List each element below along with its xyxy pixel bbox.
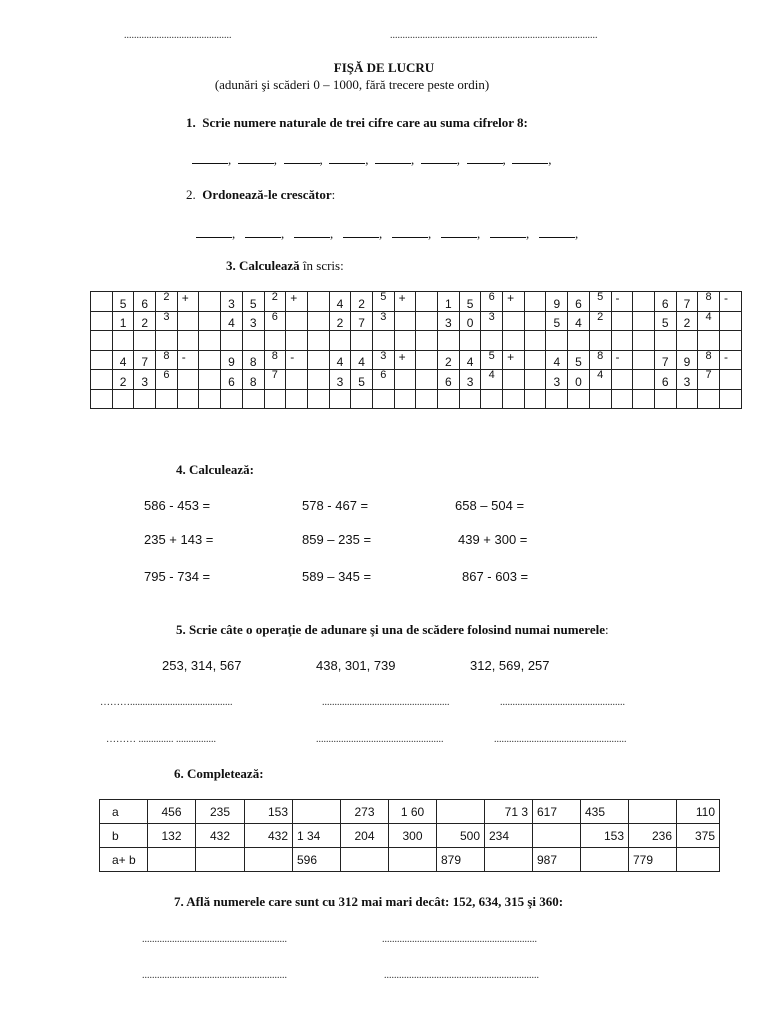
grid-cell[interactable] [633,389,655,409]
grid-cell: 5 [568,350,590,370]
ex4-item: 578 - 467 = [302,498,369,513]
answer-line[interactable]: .......................................................... [142,934,287,945]
grid-cell: 7 [134,350,156,370]
table-cell[interactable] [677,848,720,872]
exercise-3-number: 3. [226,258,236,273]
grid-cell: 4 [459,350,481,370]
grid-cell[interactable] [91,389,113,409]
grid-cell[interactable] [351,389,373,409]
grid-cell[interactable] [633,311,655,331]
grid-cell[interactable] [611,389,633,409]
grid-cell: + [177,292,199,312]
grid-cell: 8 [242,370,264,390]
table-cell[interactable] [196,848,245,872]
grid-cell[interactable] [307,311,329,331]
grid-cell: 4 [329,292,351,312]
grid-cell[interactable] [654,389,676,409]
grid-cell: 5 [112,292,134,312]
ex4-item: 586 - 453 = [144,498,211,513]
grid-cell[interactable] [719,311,741,331]
grid-cell: 5 [351,370,373,390]
row-label: a [100,800,148,824]
grid-cell[interactable] [199,331,221,351]
answer-line[interactable]: .............................................................. [382,934,537,945]
grid-row [91,331,742,351]
grid-cell[interactable] [568,331,590,351]
grid-cell[interactable] [589,389,611,409]
grid-cell: 4 [481,370,503,390]
table-cell: 153 [245,800,293,824]
grid-cell: 6 [156,370,178,390]
grid-cell[interactable] [481,331,503,351]
exercise-7-heading: 7. Află numerele care sunt cu 312 mai mari decât: 152, 634, 315 şi 360: [174,894,564,909]
grid-cell[interactable] [242,331,264,351]
table-cell: 456 [148,800,196,824]
grid-cell[interactable] [524,370,546,390]
grid-cell[interactable] [503,311,525,331]
grid-row [91,389,742,409]
grid-cell[interactable] [329,331,351,351]
grid-cell: 5 [546,311,568,331]
grid-cell[interactable] [372,331,394,351]
grid-cell[interactable] [676,389,698,409]
grid-cell[interactable] [199,370,221,390]
grid-cell: 3 [676,370,698,390]
grid-cell: + [286,292,308,312]
grid-cell[interactable] [91,292,113,312]
grid-cell[interactable] [199,389,221,409]
answer-line[interactable]: .............................................................. [384,970,539,981]
grid-cell: 2 [589,311,611,331]
grid-cell: 9 [546,292,568,312]
grid-cell[interactable] [91,331,113,351]
grid-cell[interactable] [199,350,221,370]
grid-cell: 7 [676,292,698,312]
grid-row [91,350,742,370]
grid-cell: 5 [589,292,611,312]
grid-cell[interactable] [394,311,416,331]
grid-cell: - [177,350,199,370]
grid-cell: 4 [589,370,611,390]
grid-cell[interactable] [416,292,438,312]
grid-cell: 7 [264,370,286,390]
grid-cell: - [611,292,633,312]
table-cell: 110 [677,800,720,824]
grid-cell: 3 [221,292,243,312]
grid-cell[interactable] [177,311,199,331]
grid-cell[interactable] [654,331,676,351]
table-cell: 1 60 [389,800,437,824]
exercise-6-heading: 6. Completează: [174,766,264,781]
grid-cell: 8 [589,350,611,370]
grid-cell: 4 [112,350,134,370]
table-cell: 236 [629,824,677,848]
number-set: 312, 569, 257 [470,658,550,673]
grid-cell[interactable] [524,292,546,312]
grid-cell[interactable] [394,331,416,351]
grid-cell: 0 [568,370,590,390]
exercise-1-number: 1. [186,115,196,130]
grid-cell[interactable] [372,389,394,409]
grid-cell: 5 [654,311,676,331]
grid-cell: 6 [264,311,286,331]
table-cell: 375 [677,824,720,848]
calculation-grid[interactable] [90,291,742,409]
grid-cell[interactable] [351,331,373,351]
grid-cell: 1 [112,311,134,331]
grid-row [91,311,742,331]
grid-cell[interactable] [177,389,199,409]
grid-cell[interactable] [156,389,178,409]
grid-cell: 2 [351,292,373,312]
table-cell: 617 [533,800,581,824]
table-cell: 300 [389,824,437,848]
grid-row [91,292,742,312]
grid-cell[interactable] [524,311,546,331]
grid-cell[interactable] [611,331,633,351]
grid-cell: + [503,292,525,312]
grid-cell: 3 [546,370,568,390]
grid-cell[interactable] [199,311,221,331]
row-b [100,824,720,848]
grid-cell[interactable] [416,350,438,370]
grid-cell[interactable] [307,389,329,409]
grid-cell[interactable] [633,370,655,390]
grid-cell: 2 [112,370,134,390]
grid-cell: - [286,350,308,370]
exercise-2-number: 2. [186,187,196,202]
grid-cell[interactable] [481,389,503,409]
grid-cell[interactable] [394,389,416,409]
answer-line[interactable]: ................................................... [322,697,450,708]
grid-cell[interactable] [589,331,611,351]
grid-cell: + [394,350,416,370]
ex4-item: 235 + 143 = [144,532,214,547]
grid-cell[interactable] [394,370,416,390]
grid-cell[interactable] [503,389,525,409]
answer-line[interactable]: .................................................. [500,697,625,708]
grid-cell[interactable] [112,389,134,409]
grid-cell: 9 [676,350,698,370]
grid-cell[interactable] [568,389,590,409]
table-cell: 779 [629,848,677,872]
grid-cell: 3 [134,370,156,390]
grid-cell[interactable] [307,331,329,351]
grid-cell: 4 [221,311,243,331]
grid-cell[interactable] [264,331,286,351]
grid-cell: 5 [459,292,481,312]
grid-cell[interactable] [199,292,221,312]
grid-cell[interactable] [546,331,568,351]
ex4-item: 589 – 345 = [302,569,372,584]
grid-cell[interactable] [676,331,698,351]
grid-cell: 7 [654,350,676,370]
table-cell[interactable] [629,800,677,824]
grid-cell: + [503,350,525,370]
exercise-3-rest: în scris: [299,258,344,273]
grid-cell[interactable] [286,370,308,390]
exercise-1-text: Scrie numere naturale de trei cifre care au suma cifrelor 8: [202,115,528,130]
grid-cell: - [719,350,741,370]
grid-cell: 9 [221,350,243,370]
grid-cell: 0 [459,311,481,331]
grid-cell[interactable] [438,389,460,409]
exercise-3-bold: Calculează [239,258,300,273]
grid-cell: 3 [329,370,351,390]
name-dotted-line: ........................................... [124,30,232,41]
row-label: b [100,824,148,848]
grid-cell[interactable] [719,389,741,409]
grid-cell: 2 [329,311,351,331]
grid-cell[interactable] [611,311,633,331]
grid-cell: - [719,292,741,312]
grid-cell: 6 [221,370,243,390]
table-cell: 500 [437,824,485,848]
grid-cell: 8 [264,350,286,370]
table-cell[interactable] [148,848,196,872]
exercise-3-heading [226,258,344,274]
table-cell[interactable] [533,824,581,848]
row-label: a+ b [100,848,148,872]
grid-cell: 8 [156,350,178,370]
grid-cell: 1 [438,292,460,312]
grid-cell[interactable] [221,389,243,409]
grid-cell[interactable] [546,389,568,409]
grid-cell: 5 [242,292,264,312]
exercise-1-heading [186,115,528,131]
row-a [100,800,720,824]
grid-cell[interactable] [633,292,655,312]
grid-cell: 2 [156,292,178,312]
ex4-item: 859 – 235 = [302,532,372,547]
table-cell[interactable] [437,800,485,824]
table-cell: 273 [341,800,389,824]
grid-cell[interactable] [633,350,655,370]
grid-cell[interactable] [524,389,546,409]
exercise-2-answer-blanks[interactable]: , , , , , , , , [196,226,578,242]
page-subtitle: (adunări şi scăderi 0 – 1000, fără trecere peste ordin) [214,77,490,92]
grid-cell: 2 [134,311,156,331]
grid-cell[interactable] [524,331,546,351]
answer-line[interactable]: ................................................... [316,734,444,745]
number-set: 253, 314, 567 [162,658,242,673]
ex4-item: 867 - 603 = [462,569,529,584]
grid-cell[interactable] [286,311,308,331]
table-cell[interactable] [293,800,341,824]
grid-cell: 8 [242,350,264,370]
grid-cell[interactable] [329,389,351,409]
grid-cell: 3 [438,311,460,331]
number-set: 438, 301, 739 [316,658,396,673]
grid-cell: 7 [351,311,373,331]
grid-cell: 2 [264,292,286,312]
grid-cell: 4 [329,350,351,370]
grid-cell: 6 [372,370,394,390]
grid-cell[interactable] [91,350,113,370]
grid-cell: 3 [156,311,178,331]
grid-cell[interactable] [177,370,199,390]
ex4-item: 439 + 300 = [458,532,528,547]
grid-cell[interactable] [91,311,113,331]
ex4-item: 658 – 504 = [455,498,525,513]
table-cell: 987 [533,848,581,872]
grid-cell[interactable] [112,331,134,351]
grid-cell: 6 [568,292,590,312]
exercise-4-heading: 4. Calculează: [176,462,254,477]
grid-cell: 5 [481,350,503,370]
addition-table [99,799,720,872]
exercise-1-answer-blanks[interactable]: , , , , , , , , [192,152,552,168]
grid-cell[interactable] [307,370,329,390]
grid-cell[interactable] [156,331,178,351]
grid-cell: 6 [438,370,460,390]
table-cell: 235 [196,800,245,824]
table-cell: 879 [437,848,485,872]
grid-cell[interactable] [134,331,156,351]
table-cell: 1 34 [293,824,341,848]
table-cell: 71 3 [485,800,533,824]
grid-cell[interactable] [698,389,720,409]
grid-cell[interactable] [633,331,655,351]
grid-cell[interactable] [264,389,286,409]
table-cell: 435 [581,800,629,824]
grid-cell: 6 [654,370,676,390]
answer-line[interactable]: ..................................................... [494,734,627,745]
ex4-item: 795 - 734 = [144,569,211,584]
grid-cell[interactable] [503,370,525,390]
answer-line[interactable]: ………......................................... [100,697,233,708]
grid-cell[interactable] [134,389,156,409]
grid-cell: - [611,350,633,370]
grid-row [91,370,742,390]
grid-cell: + [394,292,416,312]
table-cell: 432 [245,824,293,848]
grid-cell[interactable] [242,389,264,409]
grid-cell: 2 [676,311,698,331]
grid-cell[interactable] [459,331,481,351]
grid-cell[interactable] [698,331,720,351]
table-cell[interactable] [341,848,389,872]
table-cell: 153 [581,824,629,848]
grid-cell: 7 [698,370,720,390]
grid-cell: 4 [351,350,373,370]
answer-line[interactable]: .......................................................... [142,970,287,981]
exercise-2-text: Ordonează-le crescător [202,187,332,202]
grid-cell[interactable] [416,389,438,409]
table-cell: 432 [196,824,245,848]
grid-cell: 3 [372,311,394,331]
table-cell: 204 [341,824,389,848]
grid-cell: 3 [459,370,481,390]
grid-cell[interactable] [177,331,199,351]
grid-cell[interactable] [307,350,329,370]
grid-cell: 4 [568,311,590,331]
table-cell[interactable] [389,848,437,872]
date-dotted-line: ................................................................................... [390,30,598,41]
grid-cell: 5 [372,292,394,312]
row-sum [100,848,720,872]
page-title: FIŞĂ DE LUCRU [333,60,435,75]
grid-cell[interactable] [719,331,741,351]
grid-cell[interactable] [503,331,525,351]
grid-cell: 8 [698,350,720,370]
grid-cell[interactable] [416,370,438,390]
grid-cell[interactable] [416,331,438,351]
grid-cell: 6 [481,292,503,312]
answer-line[interactable]: ……… .............. ................ [106,734,216,745]
grid-cell[interactable] [611,370,633,390]
grid-cell[interactable] [286,331,308,351]
grid-cell: 8 [698,292,720,312]
grid-cell: 4 [546,350,568,370]
grid-cell[interactable] [286,389,308,409]
grid-cell: 3 [481,311,503,331]
exercise-2-heading: 2. Ordonează-le crescător: [186,187,336,202]
table-cell: 132 [148,824,196,848]
grid-cell: 4 [698,311,720,331]
table-cell[interactable] [485,848,533,872]
grid-cell: 6 [654,292,676,312]
table-cell: 596 [293,848,341,872]
grid-cell[interactable] [221,331,243,351]
grid-cell[interactable] [307,292,329,312]
grid-cell: 6 [134,292,156,312]
grid-cell: 2 [438,350,460,370]
grid-cell[interactable] [719,370,741,390]
table-cell[interactable] [245,848,293,872]
grid-cell[interactable] [524,350,546,370]
exercise-5-heading: 5. Scrie câte o operaţie de adunare şi una de scădere folosind numai numerele: [176,622,609,637]
grid-cell: 3 [242,311,264,331]
grid-cell[interactable] [416,311,438,331]
table-cell: 234 [485,824,533,848]
grid-cell[interactable] [438,331,460,351]
grid-cell: 3 [372,350,394,370]
table-cell[interactable] [581,848,629,872]
grid-cell[interactable] [459,389,481,409]
grid-cell[interactable] [91,370,113,390]
